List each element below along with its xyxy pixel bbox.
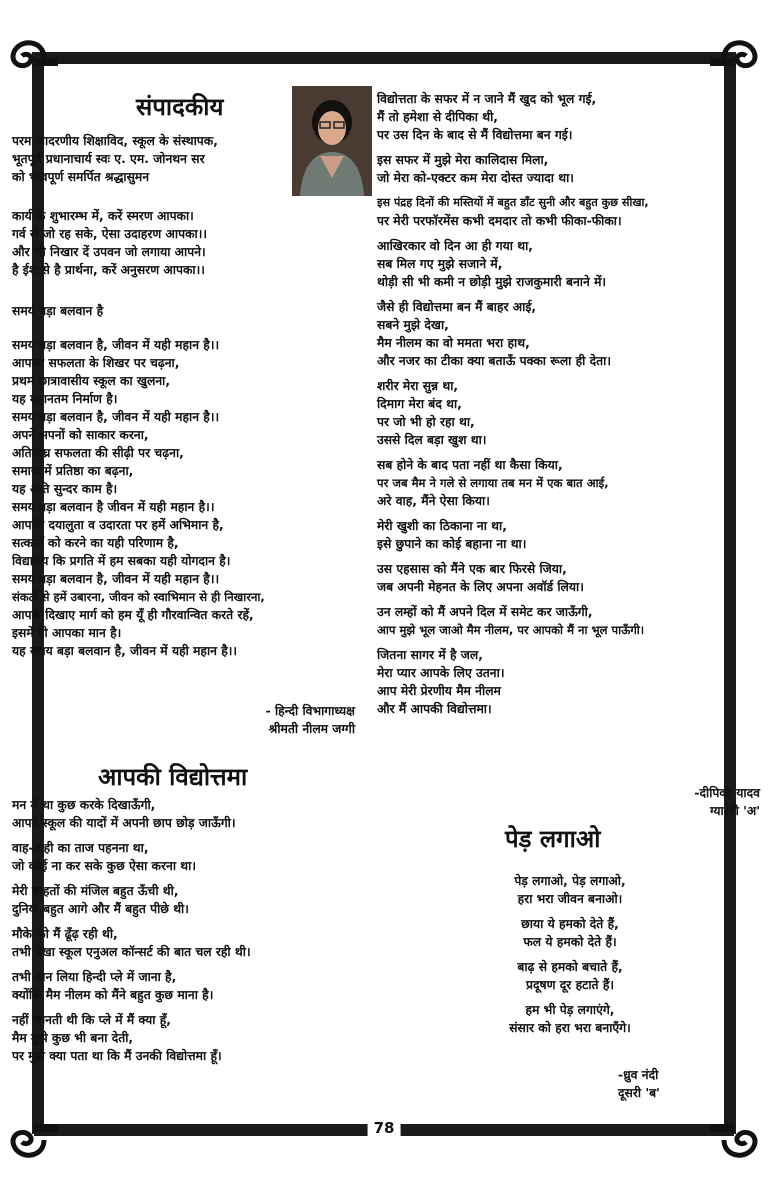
poem2-line: जो मेरा को-एक्टर कम मेरा दोस्त ज्यादा था। (377, 171, 574, 185)
poem2-line: आप मेरी प्रेरणीय मैम नीलम (377, 684, 501, 698)
poem2-line: दुनिया बहुत आगे और मैं बहुत पीछे थी। (12, 902, 189, 916)
poem2-line: इसे छुपाने का कोई बहाना ना था। (377, 537, 527, 551)
stanza (377, 298, 752, 370)
poem2-line: तभी ठान लिया हिन्दी प्ले में जाना है, (12, 970, 177, 984)
poem-line: यह महानतम निर्माण है। (12, 392, 118, 406)
poem-line: समय बड़ा बलवान है, जीवन में यही महान है।। (12, 338, 220, 352)
poem2-line: पर जो भी हो रहा था, (377, 415, 475, 429)
stanza (12, 882, 364, 918)
corner-ornament-bottom-right (708, 1110, 768, 1170)
stanza (460, 915, 680, 951)
editorial-subtitle: समय बड़ा बलवान है (12, 304, 104, 318)
poem-line: प्रथम छात्रावासीय स्कूल का खुलना, (12, 374, 171, 388)
poem3-title: पेड़ लगाओ (505, 825, 601, 853)
poem2-line: सब होने के बाद पता नहीं था कैसा किया, (377, 458, 563, 472)
author-name: -दीपिका यादव (694, 786, 760, 800)
intro-line: को भावपूर्ण समर्पित श्रद्धासुमन (12, 170, 150, 184)
stanza (377, 646, 752, 718)
editorial-signature (190, 702, 355, 738)
poem2-body (12, 796, 364, 1072)
poem2-line: मैम मुझे कुछ भी बना देती, (12, 1031, 134, 1045)
author-class: ग्यारवी 'अ' (709, 804, 760, 818)
poem-line: अतिशीघ्र सफलता की सीढ़ी पर चढ़ना, (12, 446, 184, 460)
poem-line: आपका सफलता के शिखर पर चढ़ना, (12, 356, 180, 370)
stanza (12, 925, 364, 961)
poem2-line: पर जब मैम ने गले से लगाया तब मन में एक बात आई, (377, 476, 609, 490)
poem3-author (618, 1066, 738, 1102)
poem2-author (560, 784, 760, 820)
signature-name: श्रीमती नीलम जग्गी (268, 722, 355, 736)
poem2-line: मेरी खुशी का ठिकाना ना था, (377, 519, 507, 533)
stanza (377, 517, 752, 553)
poem2-line: आखिरकार वो दिन आ ही गया था, (377, 239, 533, 253)
poem3-line: पेड़ लगाओ, पेड़ लगाओ, (514, 874, 626, 888)
poem-line: समाज में प्रतिष्ठा का बढ़ना, (12, 464, 134, 478)
editorial-poem (12, 336, 364, 660)
stanza (377, 560, 752, 596)
stanza (377, 603, 752, 639)
poem-line: यह अति सुन्दर काम है। (12, 482, 118, 496)
stanza (377, 90, 752, 144)
poem2-line: नहीं जानती थी कि प्ले में मैं क्या हूँ, (12, 1013, 171, 1027)
poem2-line: शरीर मेरा सुन्न था, (377, 379, 459, 393)
poem3-line: हम भी पेड़ लगाएंगे, (525, 1003, 615, 1017)
poem2-line: मैम नीलम का वो ममता भरा हाथ, (377, 336, 530, 350)
stanza (12, 796, 364, 832)
poem3-line: बाढ़ से हमको बचाते हैं, (517, 960, 623, 974)
stanza (12, 839, 364, 875)
poem-line: समय बड़ा बलवान है जीवन में यही महान है।। (12, 500, 215, 514)
poem2-line: इस पंद्रह दिनों की मस्तियों में बहुत डाँट सुनी और बहुत कुछ सीखा, (377, 196, 649, 209)
poem2-line: जो कोई ना कर सके कुछ ऐसा करना था। (12, 859, 197, 873)
poem2-line: उससे दिल बड़ा खुश था। (377, 433, 487, 447)
poem2-line: मेरा प्यार आपके लिए उतना। (377, 666, 505, 680)
poem3-line: छाया ये हमको देते हैं, (521, 917, 619, 931)
poem3-line: संसार को हरा भरा बनाएँगे। (509, 1021, 631, 1035)
poem2-line: आपने स्कूल की यादों में अपनी छाप छोड़ जाऊँगी। (12, 816, 236, 830)
poem2-line: मौके को मैं ढूँढ़ रही थी, (12, 927, 118, 941)
corner-ornament-top-right (708, 28, 768, 88)
stanza (377, 194, 752, 230)
poem2-line: आप मुझे भूल जाओ मैम नीलम, पर आपको मैं ना भूल पाऊँगी। (377, 623, 645, 637)
verse-line: और भी निखार दें उपवन जो लगाया आपने। (12, 245, 206, 259)
poem-line: समय बड़ा बलवान है, जीवन में यही महान है।। (12, 410, 220, 424)
poem-line: इसमें ही आपका मान है। (12, 626, 122, 640)
poem2-line: तभी देखा स्कूल एनुअल कॉन्सर्ट की बात चल रही थी। (12, 945, 251, 959)
poem2-line: सबने मुझे देखा, (377, 318, 449, 332)
poem2-continued (377, 90, 752, 725)
poem2-line: उस एहसास को मैंने एक बार फिरसे जिया, (377, 562, 567, 576)
poem-line: सत्कर्मों को करने का यही परिणाम है, (12, 536, 179, 550)
editorial-verse (12, 207, 352, 279)
poem2-line: मन में था कुछ करके दिखाऊँगी, (12, 798, 156, 812)
poem3-line: हरा भरा जीवन बनाओ। (517, 892, 623, 906)
poem2-line: वाह-वाही का ताज पहनना था, (12, 841, 149, 855)
corner-ornament-top-left (0, 28, 60, 88)
poem-line: यह समय बड़ा बलवान है, जीवन में यही महान है।। (12, 644, 238, 658)
author-name: -ध्रुव नंदी (618, 1068, 659, 1082)
corner-ornament-bottom-left (0, 1110, 60, 1170)
poem2-line: सब मिल गए मुझे सजाने में, (377, 257, 503, 271)
poem-line: विद्यालय कि प्रगति में हम सबका यही योगदान है। (12, 554, 231, 568)
page-number: 78 (368, 1119, 401, 1137)
stanza (377, 151, 752, 187)
poem-line: आपकी दयालुता व उदारता पर हमें अभिमान है, (12, 518, 224, 532)
poem2-title: आपकी विद्योत्तमा (98, 763, 248, 791)
poem-line: अपने सपनों को साकार करना, (12, 428, 149, 442)
poem2-line: विद्योत्तता के सफर में न जाने मैं खुद को भूल गई, (377, 92, 597, 106)
poem2-line: जैसे ही विद्योत्तमा बन मैं बाहर आई, (377, 300, 537, 314)
poem2-line: पर मेरी परफॉरमेंस कभी दमदार तो कभी फीका-फीका। (377, 214, 622, 228)
stanza (12, 968, 364, 1004)
poem2-line: थोड़ी सी भी कमी न छोड़ी मुझे राजकुमारी बनाने में। (377, 275, 607, 289)
editorial-title: संपादकीय (136, 93, 224, 121)
stanza (377, 377, 752, 449)
stanza (12, 1011, 364, 1065)
poem2-line: जितना सागर में है जल, (377, 648, 483, 662)
poem2-line: जब अपनी मेहनत के लिए अपना अवॉर्ड लिया। (377, 580, 584, 594)
editor-photo (292, 86, 372, 196)
stanza (377, 456, 752, 510)
stanza (460, 958, 680, 994)
poem2-line: उन लम्हों को मैं अपने दिल में समेट कर जाऊँगी, (377, 605, 593, 619)
editorial-intro (12, 132, 292, 186)
signature-role: - हिन्दी विभागाध्यक्ष (265, 704, 355, 718)
intro-line: भूतपूर्व प्रधानाचार्य स्वः ए. एम. जोनथन सर (12, 152, 205, 166)
poem-line: समय बड़ा बलवान है, जीवन में यही महान है।। (12, 572, 220, 586)
intro-line: परम आदरणीय शिक्षाविद, स्कूल के संस्थापक, (12, 134, 218, 148)
poem2-line: और नजर का टीका क्या बताऊँ पक्का रूला ही देता। (377, 354, 612, 368)
verse-line: गर्व से जो रह सके, ऐसा उदाहरण आपका।। (12, 227, 208, 241)
poem3-line: प्रदूषण दूर हटाते हैं। (525, 978, 615, 992)
poem-line: संकटों से हमें उबारना, जीवन को स्वाभिमान से ही निखारना, (12, 590, 265, 604)
poem-line: आपके दिखाए मार्ग को हम यूँ ही गौरवान्वित करते रहें, (12, 608, 254, 622)
stanza (460, 1001, 680, 1037)
verse-line: है ईश से है प्रार्थना, करें अनुसरण आपका।। (12, 263, 205, 277)
stanza (377, 237, 752, 291)
poem2-line: दिमाग मेरा बंद था, (377, 397, 462, 411)
verse-line: कार्य के शुभारम्भ में, करें स्मरण आपका। (12, 209, 194, 223)
poem2-line: पर उस दिन के बाद से मैं विद्योत्तमा बन गई। (377, 128, 573, 142)
poem2-line: मैं तो हमेशा से दीपिका थी, (377, 110, 498, 124)
poem2-line: मेरी चाहतों की मंजिल बहुत ऊँची थी, (12, 884, 179, 898)
poem3-body (460, 872, 680, 1044)
poem2-line: पर मुझे क्या पता था कि मैं उनकी विद्योत्तमा हूँ। (12, 1049, 222, 1063)
stanza (460, 872, 680, 908)
author-class: दूसरी 'ब' (618, 1086, 660, 1100)
poem3-line: फल ये हमको देते हैं। (523, 935, 617, 949)
poem2-line: अरे वाह, मैंने ऐसा किया। (377, 494, 490, 508)
poem2-line: इस सफर में मुझे मेरा कालिदास मिला, (377, 153, 549, 167)
frame-top-border (34, 52, 734, 64)
poem2-line: और मैं आपकी विद्योत्तमा। (377, 702, 492, 716)
poem2-line: क्योंकि मैम नीलम को मैंने बहुत कुछ माना है। (12, 988, 214, 1002)
